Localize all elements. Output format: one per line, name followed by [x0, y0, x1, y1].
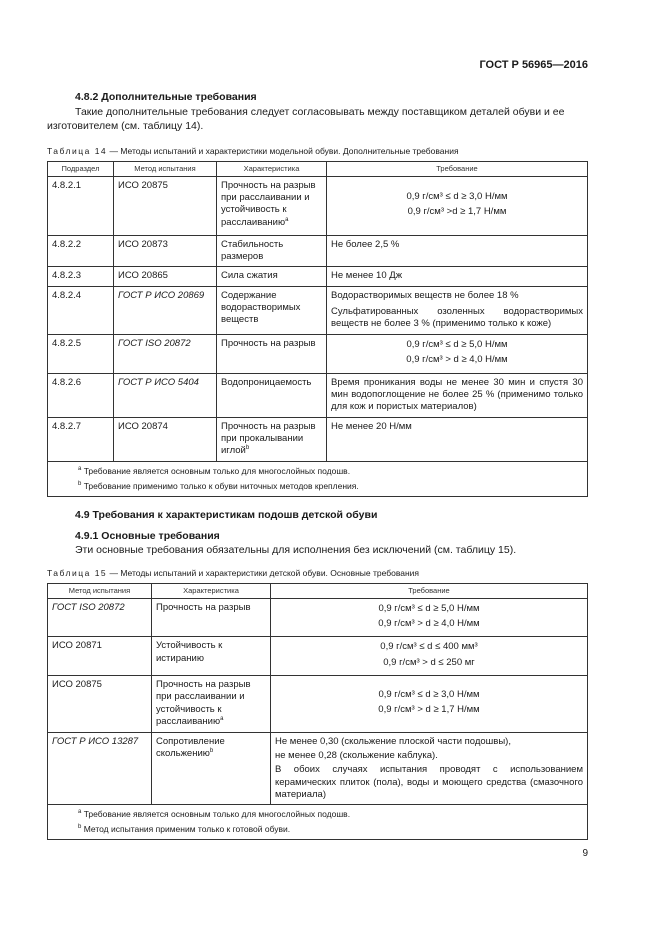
characteristic-text: Сопротивление скольжению	[156, 735, 225, 760]
table-row	[48, 286, 588, 334]
requirement-cell	[271, 637, 588, 676]
footnote-mark: а	[78, 465, 82, 472]
requirement-line: 0,9 г/см³ > d ≥ 1,7 Н/мм	[378, 704, 480, 716]
footnote	[48, 461, 588, 479]
table-row	[48, 417, 588, 461]
table-row	[48, 637, 588, 676]
table-14	[47, 161, 588, 497]
requirement-cell	[327, 334, 588, 373]
requirement-line: Водорастворимых веществ не более 18 %	[331, 289, 519, 301]
table-header-row	[48, 584, 588, 599]
characteristic-cell: Прочность на разрыв	[152, 598, 271, 637]
section-4-9-1-text: Эти основные требования обязательны для исполнения без исключений (см. таблицу 15).	[75, 544, 517, 556]
method-cell: ИСО 20865	[114, 267, 217, 286]
characteristic-text: Прочность на разрыв при расслаивании и устойчивость к расслаиванию	[221, 179, 316, 228]
characteristic-cell	[217, 417, 327, 461]
method-cell: ГОСТ Р ИСО 13287	[48, 732, 152, 805]
requirement-cell: Время проникания воды не менее 30 мин и спустя 30 мин водопоглощение не более 25 % (применимо только для кож и пористых материалов)	[327, 373, 588, 417]
subsection-cell: 4.8.2.2	[48, 235, 114, 267]
characteristic-cell: Устойчивость к истиранию	[152, 637, 271, 676]
characteristic-cell	[152, 676, 271, 733]
requirement-cell	[271, 598, 588, 637]
table-14-caption-text: — Методы испытаний и характеристики модельной обуви. Дополнительные требования	[107, 146, 459, 156]
method-cell: ГОСТ Р ИСО 20869	[114, 286, 217, 334]
section-4-9-title: 4.9 Требования к характеристикам подошв детской обуви	[75, 509, 378, 521]
requirement-line: 0,9 г/см³ ≤ d ≥ 3,0 Н/мм	[378, 689, 480, 701]
column-header: Требование	[327, 162, 588, 177]
footnote-row	[48, 822, 588, 840]
method-cell: ИСО 20875	[48, 676, 152, 733]
requirement-cell: Не менее 10 Дж	[327, 267, 588, 286]
footnote	[48, 822, 588, 840]
footnote-mark: b	[78, 480, 82, 487]
characteristic-cell: Водопроницаемость	[217, 373, 327, 417]
footnote-text: Требование является основным только для многослойных подошв.	[81, 465, 351, 476]
requirement-line: 0,9 г/см³ ≤ d ≥ 5,0 Н/мм	[406, 338, 508, 350]
footnote-mark: а	[220, 716, 224, 723]
method-cell: ИСО 20874	[114, 417, 217, 461]
footnote-mark: b	[245, 445, 250, 452]
document-code: ГОСТ Р 56965—2016	[479, 59, 588, 71]
characteristic-cell: Прочность на разрыв	[217, 334, 327, 373]
footnote-row	[48, 461, 588, 479]
method-cell: ГОСТ Р ИСО 5404	[114, 373, 217, 417]
column-header: Требование	[271, 584, 588, 599]
method-cell: ГОСТ ISO 20872	[114, 334, 217, 373]
table-header-row	[48, 162, 588, 177]
characteristic-text: Прочность на разрыв при расслаивании и устойчивость к расслаиванию	[156, 679, 251, 728]
requirement-cell	[327, 286, 588, 334]
column-header: Характеристика	[152, 584, 271, 599]
table-row	[48, 334, 588, 373]
footnote-mark: а	[78, 809, 82, 816]
table-row	[48, 373, 588, 417]
section-4-8-2-text: Такие дополнительные требования следует согласовывать между поставщиком деталей обуви и ее изготовителем (см. таблицу 14).	[47, 106, 565, 133]
footnote-row	[48, 805, 588, 823]
footnote-text: Требование применимо только к обуви ниточных методов крепления.	[81, 480, 359, 491]
table-15	[47, 583, 588, 840]
requirement-cell: Не более 2,5 %	[327, 235, 588, 267]
requirement-cell	[271, 732, 588, 805]
footnote-row	[48, 479, 588, 497]
column-header: Характеристика	[217, 162, 327, 177]
table-15-caption	[47, 568, 419, 579]
characteristic-cell	[152, 732, 271, 805]
table-row	[48, 732, 588, 805]
table-row	[48, 676, 588, 733]
subsection-cell: 4.8.2.6	[48, 373, 114, 417]
characteristic-cell: Содержание водорастворимых веществ	[217, 286, 327, 334]
table-row	[48, 267, 588, 286]
footnote-mark: b	[78, 824, 82, 831]
column-header: Подраздел	[48, 162, 114, 177]
requirement-line: Сульфатированных озоленных водорастворимых веществ не более 3 % (применимо только к коже)	[331, 306, 583, 330]
table-15-caption-label: Таблица 15	[47, 568, 108, 578]
characteristic-cell	[217, 176, 327, 235]
characteristic-cell: Стабильность размеров	[217, 235, 327, 267]
requirement-cell	[271, 676, 588, 733]
requirement-cell	[327, 176, 588, 235]
footnote	[48, 805, 588, 823]
subsection-cell: 4.8.2.4	[48, 286, 114, 334]
subsection-cell: 4.8.2.3	[48, 267, 114, 286]
table-14-caption	[47, 146, 459, 157]
method-cell: ГОСТ ISO 20872	[48, 598, 152, 637]
footnote-text: Метод испытания применим только к готовой обуви.	[81, 824, 291, 835]
requirement-line: 0,9 г/см³ ≤ d ≤ 400 мм³	[380, 641, 478, 653]
subsection-cell: 4.8.2.1	[48, 176, 114, 235]
table-row	[48, 176, 588, 235]
footnote-text: Требование является основным только для многослойных подошв.	[81, 809, 351, 820]
subsection-cell: 4.8.2.7	[48, 417, 114, 461]
footnote	[48, 479, 588, 497]
characteristic-text: Прочность на разрыв при прокалывании иглой	[221, 420, 316, 457]
method-cell: ИСО 20875	[114, 176, 217, 235]
requirement-line: 0,9 г/см³ ≤ d ≥ 5,0 Н/мм	[378, 602, 480, 614]
requirement-line: 0,9 г/см³ ≤ d ≥ 3,0 Н/мм	[406, 190, 508, 202]
requirement-cell: Не менее 20 Н/мм	[327, 417, 588, 461]
method-cell: ИСО 20873	[114, 235, 217, 267]
footnote-mark: а	[285, 216, 289, 223]
table-14-caption-label: Таблица 14	[47, 146, 108, 156]
page-number: 9	[582, 848, 588, 859]
requirement-line: 0,9 г/см³ > d ≥ 4,0 Н/мм	[378, 618, 480, 630]
section-4-8-2-title: 4.8.2 Дополнительные требования	[75, 91, 257, 103]
requirement-line: 0,9 г/см³ > d ≥ 4,0 Н/мм	[406, 354, 508, 366]
requirement-line: не менее 0,28 (скольжение каблука).	[275, 750, 438, 761]
footnote-mark: b	[209, 748, 214, 754]
column-header: Метод испытания	[114, 162, 217, 177]
requirement-line: В обоих случаях испытания проводят с использованием керамических плиток (пола), воды и моющего средства (смазочного материала)	[275, 764, 583, 801]
requirement-line: Не менее 0,30 (скольжение плоской части подошвы),	[275, 735, 511, 747]
characteristic-cell: Сила сжатия	[217, 267, 327, 286]
table-15-caption-text: — Методы испытаний и характеристики детской обуви. Основные требования	[107, 568, 420, 578]
table-row	[48, 235, 588, 267]
method-cell: ИСО 20871	[48, 637, 152, 676]
table-row	[48, 598, 588, 637]
subsection-cell: 4.8.2.5	[48, 334, 114, 373]
section-4-9-1-title: 4.9.1 Основные требования	[75, 530, 220, 542]
column-header: Метод испытания	[48, 584, 152, 599]
requirement-line: 0,9 г/см³ > d ≤ 250 мг	[383, 656, 475, 668]
requirement-line: 0,9 г/см³ >d ≥ 1,7 Н/мм	[407, 206, 507, 218]
